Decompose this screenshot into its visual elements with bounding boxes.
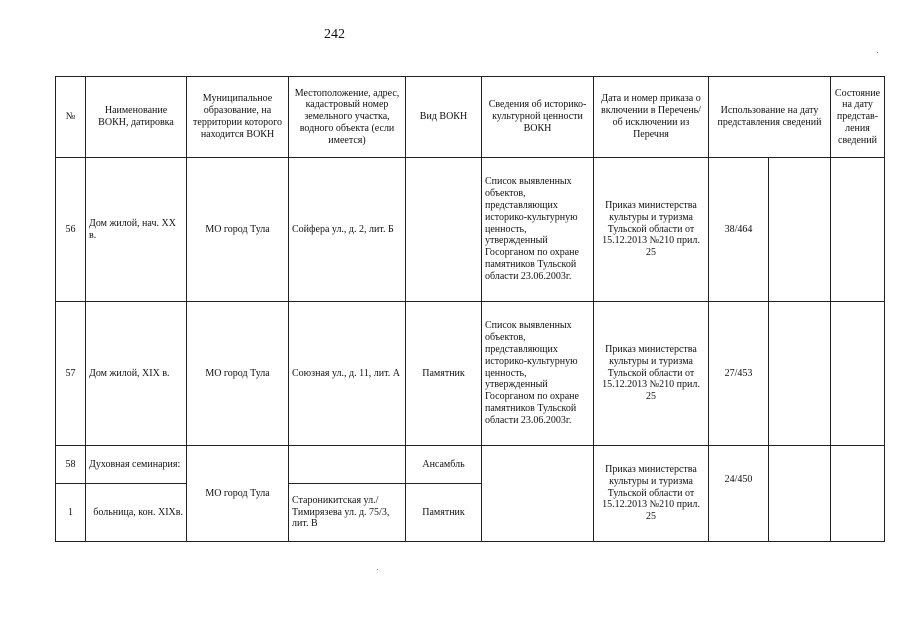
header-state: Состояние на дату представ-ления сведений	[831, 77, 885, 158]
group-state	[831, 446, 885, 542]
row-num: 57	[56, 302, 86, 446]
header-row	[56, 77, 885, 158]
row-type: Ансамбль	[406, 446, 482, 484]
group-info	[482, 446, 594, 542]
row-usage: 38/464	[709, 158, 769, 302]
table-row	[56, 158, 885, 302]
row-name: Духовная семинария:	[86, 446, 187, 484]
header-info: Сведения об историко-культурной ценности ВОКН	[482, 77, 594, 158]
row-num: 1	[56, 484, 86, 542]
table-row	[56, 302, 885, 446]
group-usage: 24/450	[709, 446, 769, 542]
row-usage: 27/453	[709, 302, 769, 446]
row-municipality: МО город Тула	[187, 302, 289, 446]
row-state	[831, 302, 885, 446]
header-usage: Использование на дату представления сведений	[709, 77, 831, 158]
group-order: Приказ министерства культуры и туризма Тульской области от 15.12.2013 №210 прил. 25	[594, 446, 709, 542]
row-info: Список выявленных объектов, представляющих историко-культурную ценность, утвержденный Госорганом по охране памятников Тульской области 23.06.2003г.	[482, 158, 594, 302]
row-type: Памятник	[406, 484, 482, 542]
header-type: Вид ВОКН	[406, 77, 482, 158]
row-location: Староникитская ул./Тимирязева ул. д. 75/3, лит. В	[289, 484, 406, 542]
header-num: №	[56, 77, 86, 158]
header-location: Местоположение, адрес, кадастровый номер земельного участка, водного объекта (если имеется)	[289, 77, 406, 158]
row-type: Памятник	[406, 302, 482, 446]
row-usage-extra	[769, 158, 831, 302]
heritage-register-table	[55, 76, 885, 542]
row-name: больница, кон. XIXв.	[86, 484, 187, 542]
header-name: Наименование ВОКН, датировка	[86, 77, 187, 158]
row-order: Приказ министерства культуры и туризма Тульской области от 15.12.2013 №210 прил. 25	[594, 302, 709, 446]
group-usage-extra	[769, 446, 831, 542]
row-state	[831, 158, 885, 302]
row-name: Дом жилой, XIX в.	[86, 302, 187, 446]
row-order: Приказ министерства культуры и туризма Тульской области от 15.12.2013 №210 прил. 25	[594, 158, 709, 302]
row-municipality: МО город Тула	[187, 158, 289, 302]
row-name: Дом жилой, нач. XX в.	[86, 158, 187, 302]
row-location	[289, 446, 406, 484]
row-type	[406, 158, 482, 302]
row-location: Союзная ул., д. 11, лит. А	[289, 302, 406, 446]
scan-speck	[377, 569, 378, 570]
page-number: 242	[324, 27, 345, 42]
group-municipality: МО город Тула	[187, 446, 289, 542]
header-municipality: Муниципальное образование, на территории которого находится ВОКН	[187, 77, 289, 158]
row-num: 58	[56, 446, 86, 484]
table-row	[56, 446, 885, 484]
scan-speck	[877, 52, 878, 53]
header-order: Дата и номер приказа о включении в Перечень/ об исключении из Перечня	[594, 77, 709, 158]
row-usage-extra	[769, 302, 831, 446]
row-location: Сойфера ул., д. 2, лит. Б	[289, 158, 406, 302]
row-num: 56	[56, 158, 86, 302]
row-info: Список выявленных объектов, представляющих историко-культурную ценность, утвержденный Госорганом по охране памятников Тульской области 23.06.2003г.	[482, 302, 594, 446]
